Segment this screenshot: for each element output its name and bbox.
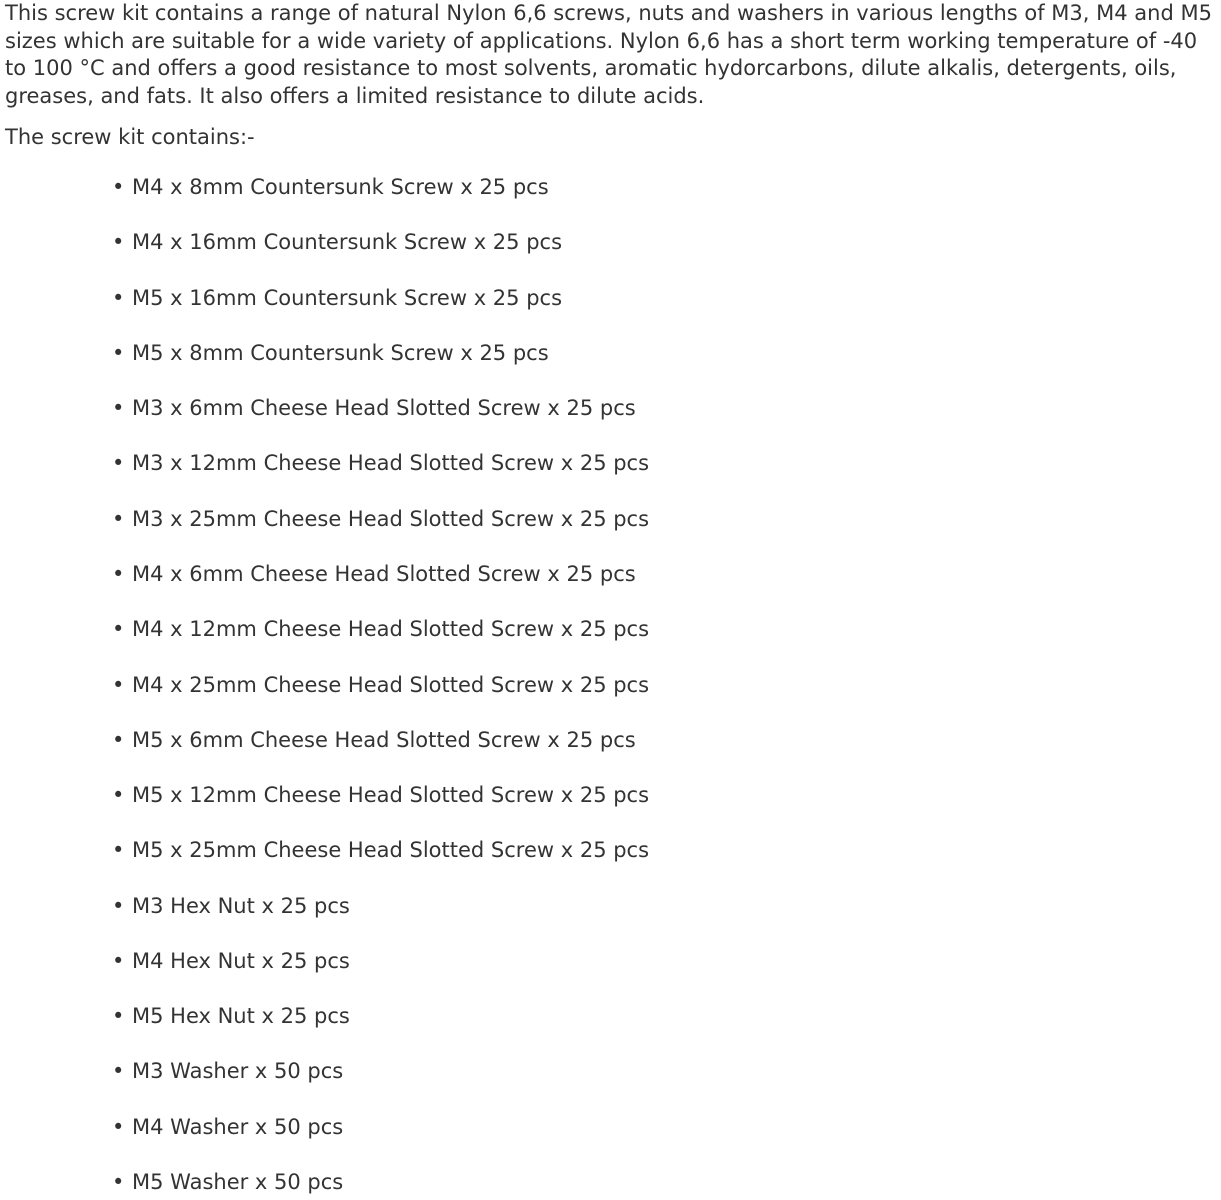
bullet-icon: • <box>112 174 125 199</box>
list-item <box>112 948 1221 976</box>
list-item <box>112 450 1221 478</box>
description-paragraph: This screw kit contains a range of natural Nylon 6,6 screws, nuts and washers in various lengths of M3, M4 and M5 sizes which are suitable for a wide variety of applications. Nylon 6,6 has a short term working temperature of -40 to 100 °C and offers a good resistance to most solvents, aromatic hydorcarbons, dilute alkalis, detergents, oils, greases, and fats. It also offers a limited resistance to dilute acids. <box>5 1 1212 108</box>
bullet-icon: • <box>112 396 125 421</box>
list-item-text: M5 Hex Nut x 25 pcs <box>132 1004 350 1029</box>
list-item-text: M5 Washer x 50 pcs <box>132 1170 344 1195</box>
list-item-text: M3 Hex Nut x 25 pcs <box>132 893 350 918</box>
kit-contents-list <box>5 174 1221 1197</box>
list-item <box>112 285 1221 313</box>
bullet-icon: • <box>112 340 125 365</box>
list-item-text: M4 x 8mm Countersunk Screw x 25 pcs <box>132 174 549 199</box>
bullet-icon: • <box>112 1004 125 1029</box>
bullet-icon: • <box>112 727 125 752</box>
list-item <box>112 782 1221 810</box>
list-item <box>112 1169 1221 1197</box>
list-item-text: M5 x 8mm Countersunk Screw x 25 pcs <box>132 340 549 365</box>
list-item-text: M4 x 25mm Cheese Head Slotted Screw x 25 pcs <box>132 672 650 697</box>
list-item-text: M4 x 12mm Cheese Head Slotted Screw x 25 pcs <box>132 617 650 642</box>
list-item <box>112 837 1221 865</box>
list-item-text: M4 x 16mm Countersunk Screw x 25 pcs <box>132 230 563 255</box>
bullet-icon: • <box>112 506 125 531</box>
list-item <box>112 1003 1221 1031</box>
list-item-text: M5 x 12mm Cheese Head Slotted Screw x 25 pcs <box>132 783 650 808</box>
bullet-icon: • <box>112 838 125 863</box>
list-item-text: M5 x 16mm Countersunk Screw x 25 pcs <box>132 285 563 310</box>
list-item <box>112 1114 1221 1142</box>
list-item-text: M3 Washer x 50 pcs <box>132 1059 344 1084</box>
bullet-icon: • <box>112 1114 125 1139</box>
bullet-icon: • <box>112 893 125 918</box>
bullet-icon: • <box>112 617 125 642</box>
list-item <box>112 672 1221 700</box>
bullet-icon: • <box>112 1059 125 1084</box>
list-item <box>112 893 1221 921</box>
bullet-icon: • <box>112 948 125 973</box>
list-item <box>112 174 1221 202</box>
list-item-text: M3 x 12mm Cheese Head Slotted Screw x 25 pcs <box>132 451 650 476</box>
list-item-text: M5 x 6mm Cheese Head Slotted Screw x 25 pcs <box>132 727 636 752</box>
list-item-text: M3 x 25mm Cheese Head Slotted Screw x 25 pcs <box>132 506 650 531</box>
list-item-text: M4 x 6mm Cheese Head Slotted Screw x 25 pcs <box>132 561 636 586</box>
bullet-icon: • <box>112 451 125 476</box>
list-item <box>112 1058 1221 1086</box>
list-item-text: M5 x 25mm Cheese Head Slotted Screw x 25 pcs <box>132 838 650 863</box>
list-item <box>112 340 1221 368</box>
bullet-icon: • <box>112 783 125 808</box>
bullet-icon: • <box>112 285 125 310</box>
list-item <box>112 727 1221 755</box>
list-item-text: M4 Washer x 50 pcs <box>132 1114 344 1139</box>
bullet-icon: • <box>112 230 125 255</box>
bullet-icon: • <box>112 672 125 697</box>
list-item <box>112 229 1221 257</box>
list-item <box>112 395 1221 423</box>
bullet-icon: • <box>112 561 125 586</box>
kit-contents-heading: The screw kit contains:- <box>5 125 255 150</box>
list-item-text: M3 x 6mm Cheese Head Slotted Screw x 25 pcs <box>132 396 636 421</box>
list-item <box>112 506 1221 534</box>
list-item-text: M4 Hex Nut x 25 pcs <box>132 948 350 973</box>
bullet-icon: • <box>112 1170 125 1195</box>
list-item <box>112 616 1221 644</box>
list-item <box>112 561 1221 589</box>
